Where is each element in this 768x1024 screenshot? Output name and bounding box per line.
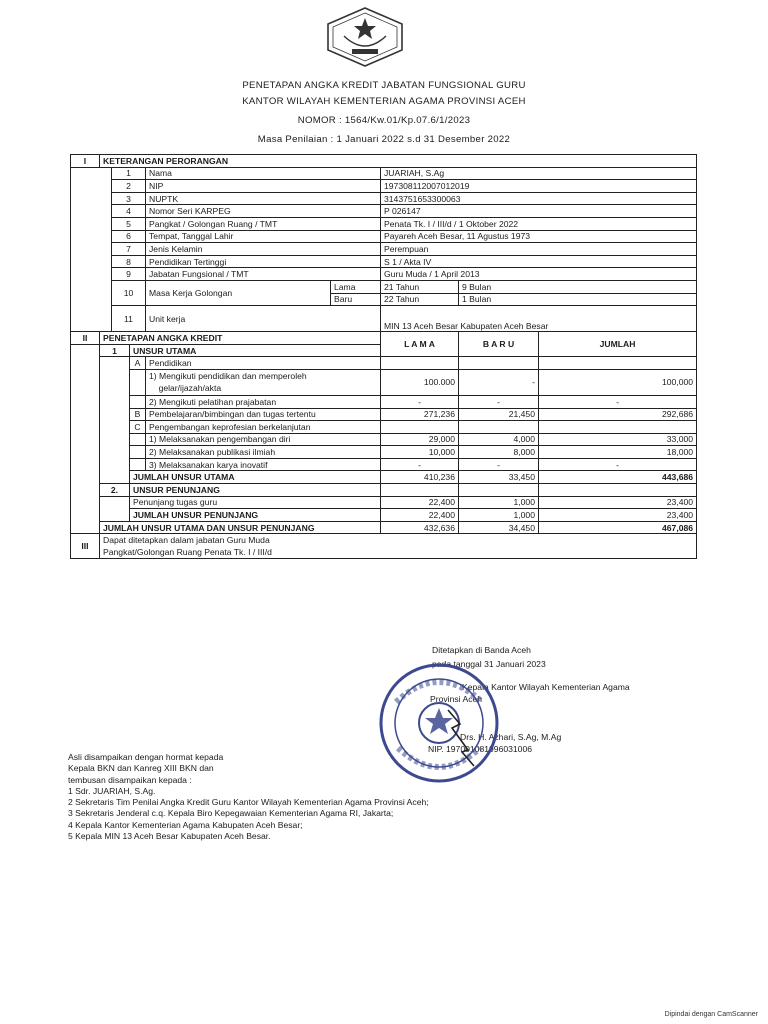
jumlah-penunjang-baru: 1,000: [459, 509, 539, 522]
c1-baru: 4,000: [459, 433, 539, 446]
unit-kerja-row: [71, 306, 697, 332]
row-label: Nama: [146, 167, 381, 180]
jumlah-total-row: [71, 521, 697, 534]
distribution-intro: Asli disampaikan dengan hormat kepada: [68, 752, 224, 762]
section-1-title: KETERANGAN PERORANGAN: [100, 155, 697, 168]
row-label: Pendidikan Tertinggi: [146, 255, 381, 268]
row-number: 4: [112, 205, 146, 218]
c2-lama: 10,000: [381, 446, 459, 459]
row-value: Penata Tk. I / III/d / 1 Oktober 2022: [381, 217, 697, 230]
row-number: 3: [112, 192, 146, 205]
row-number: 2: [112, 180, 146, 193]
row-label: NUPTK: [146, 192, 381, 205]
masa-kerja-row-lama: [71, 280, 697, 293]
personal-row: [71, 192, 697, 205]
row-label: Tempat, Tanggal Lahir: [146, 230, 381, 243]
personal-row: [71, 230, 697, 243]
a2-row: [71, 395, 697, 408]
jumlah-total-baru: 34,450: [459, 521, 539, 534]
c1-lama: 29,000: [381, 433, 459, 446]
letter-c: C: [130, 421, 146, 434]
distribution-intro: Kepala BKN dan Kanreg XIII BKN dan: [68, 763, 214, 774]
distribution-item: 1 Sdr. JUARIAH, S.Ag.: [68, 785, 156, 796]
personal-row: [71, 217, 697, 230]
row-label: NIP: [146, 180, 381, 193]
col-jumlah-header: JUMLAH: [539, 332, 697, 357]
row-value: Perempuan: [381, 243, 697, 256]
b-jumlah: 292,686: [539, 408, 697, 421]
distribution-list: [68, 752, 429, 842]
row-value: Guru Muda / 1 April 2013: [381, 268, 697, 281]
jumlah-penunjang-label: JUMLAH UNSUR PENUNJANG: [130, 509, 381, 522]
row-label: Jabatan Fungsional / TMT: [146, 268, 381, 281]
c-row: [71, 421, 697, 434]
baru-bulan: 1 Bulan: [459, 293, 697, 306]
a2-baru: -: [459, 395, 539, 408]
b-row: [71, 408, 697, 421]
a2-jumlah: -: [539, 395, 697, 408]
c3-label: 3) Melaksanakan karya inovatif: [146, 458, 381, 471]
lama-bulan: 9 Bulan: [459, 280, 697, 293]
row-number: 7: [112, 243, 146, 256]
jumlah-utama-lama: 410,236: [381, 471, 459, 484]
jumlah-utama-row: [71, 471, 697, 484]
signature-province: Provinsi Aceh: [430, 694, 483, 704]
personal-row: [71, 167, 697, 180]
unsur-penunjang-number: 2.: [100, 484, 130, 497]
a2-lama: -: [381, 395, 459, 408]
signature-role: Kepala Kantor Wilayah Kementerian Agama: [462, 682, 630, 692]
baru-tahun: 22 Tahun: [381, 293, 459, 306]
a1-jumlah: 100,000: [539, 369, 697, 395]
masa-kerja-label: Masa Kerja Golongan: [146, 280, 331, 305]
signature-name: Drs. H. Azhari, S.Ag, M.Ag: [460, 732, 562, 742]
penunjang-tugas-label: Penunjang tugas guru: [130, 496, 381, 509]
section-2-number: II: [71, 332, 100, 345]
b-lama: 271,236: [381, 408, 459, 421]
distribution-item: 3 Sekretaris Jenderal c.q. Kepala Biro Kepegawaian Kementerian Agama RI, Jakarta;: [68, 808, 394, 819]
unit-kerja-label: Unit kerja: [146, 306, 381, 332]
row-value: S 1 / Akta IV: [381, 255, 697, 268]
row-value: JUARIAH, S.Ag: [381, 167, 697, 180]
a2-label: 2) Mengikuti pelatihan prajabatan: [146, 395, 381, 408]
row-number: 10: [112, 280, 146, 305]
pendidikan-label: Pendidikan: [146, 357, 381, 370]
credit-score-table: [70, 154, 696, 631]
row-value: P 026147: [381, 205, 697, 218]
penunjang-tugas-row: [71, 496, 697, 509]
a1-label: 1) Mengikuti pendidikan dan memperoleh gelar/ijazah/akta: [146, 369, 381, 395]
row-number: 5: [112, 217, 146, 230]
c3-lama: -: [381, 458, 459, 471]
row-value: 197308112007012019: [381, 180, 697, 193]
unsur-utama-label: UNSUR UTAMA: [130, 344, 381, 357]
ministry-emblem-logo: [322, 6, 408, 68]
c3-baru: -: [459, 458, 539, 471]
personal-row: [71, 180, 697, 193]
section-2-header: [71, 332, 697, 345]
section-1-number: I: [71, 155, 100, 168]
penunjang-tugas-baru: 1,000: [459, 496, 539, 509]
section-3-row: [71, 534, 697, 559]
pendidikan-row: [71, 357, 697, 370]
jumlah-total-jumlah: 467,086: [539, 521, 697, 534]
c2-label: 2) Melaksanakan publikasi ilmiah: [146, 446, 381, 459]
row-number: 6: [112, 230, 146, 243]
signature-date: pada tanggal 31 Januari 2023: [432, 659, 546, 669]
distribution-item: 4 Kepala Kantor Kementerian Agama Kabupaten Aceh Besar;: [68, 819, 303, 830]
c1-row: [71, 433, 697, 446]
personal-row: [71, 268, 697, 281]
c2-row: [71, 446, 697, 459]
lama-label: Lama: [331, 280, 381, 293]
row-label: Jenis Kelamin: [146, 243, 381, 256]
a1-lama: 100.000: [381, 369, 459, 395]
jumlah-penunjang-jumlah: 23,400: [539, 509, 697, 522]
row-number: 9: [112, 268, 146, 281]
b-baru: 21,450: [459, 408, 539, 421]
personal-row: [71, 205, 697, 218]
row-label: Nomor Seri KARPEG: [146, 205, 381, 218]
distribution-intro: tembusan disampaikan kepada :: [68, 774, 192, 785]
personal-row: [71, 255, 697, 268]
row-value: Payareh Aceh Besar, 11 Agustus 1973: [381, 230, 697, 243]
c1-label: 1) Melaksanakan pengembangan diri: [146, 433, 381, 446]
jumlah-penunjang-row: [71, 509, 697, 522]
a1-baru: -: [459, 369, 539, 395]
signature-nip: NIP. 197001081996031006: [428, 744, 533, 754]
assessment-period: Masa Penilaian : 1 Januari 2022 s.d 31 Desember 2022: [257, 134, 511, 145]
c-label: Pengembangan keprofesian berkelanjutan: [146, 421, 381, 434]
section-1-header: [71, 155, 697, 168]
col-lama-header: L A M A: [381, 332, 459, 357]
col-baru-header: B A R U: [459, 332, 539, 357]
penunjang-tugas-jumlah: 23,400: [539, 496, 697, 509]
row-label: Pangkat / Golongan Ruang / TMT: [146, 217, 381, 230]
jumlah-utama-label: JUMLAH UNSUR UTAMA: [130, 471, 381, 484]
c3-jumlah: -: [539, 458, 697, 471]
section-3-number: III: [71, 534, 100, 559]
document-title: PENETAPAN ANGKA KREDIT JABATAN FUNGSIONAL GURU: [242, 80, 526, 91]
jumlah-total-label: JUMLAH UNSUR UTAMA DAN UNSUR PENUNJANG: [100, 521, 381, 534]
personal-row: [71, 243, 697, 256]
c3-row: [71, 458, 697, 471]
section-2-title: PENETAPAN ANGKA KREDIT: [100, 332, 381, 345]
section-3-text: Dapat ditetapkan dalam jabatan Guru Muda Pangkat/Golongan Ruang Penata Tk. I / III/d: [100, 534, 697, 559]
jumlah-penunjang-lama: 22,400: [381, 509, 459, 522]
c1-jumlah: 33,000: [539, 433, 697, 446]
scanner-watermark: Dipindai dengan CamScanner: [664, 1011, 758, 1018]
a1-row: [71, 369, 697, 395]
unsur-utama-number: 1: [100, 344, 130, 357]
distribution-item: 2 Sekretaris Tim Penilai Angka Kredit Guru Kantor Wilayah Kementerian Agama Provinsi Aceh;: [68, 797, 429, 808]
jumlah-utama-jumlah: 443,686: [539, 471, 697, 484]
baru-label: Baru: [331, 293, 381, 306]
b-label: Pembelajaran/bimbingan dan tugas tertentu: [146, 408, 381, 421]
distribution-item: 5 Kepala MIN 13 Aceh Besar Kabupaten Aceh Besar.: [68, 831, 271, 842]
unit-kerja-value: MIN 13 Aceh Besar Kabupaten Aceh Besar: [381, 306, 697, 332]
unsur-penunjang-label: UNSUR PENUNJANG: [130, 484, 381, 497]
document-number: NOMOR : 1564/Kw.01/Kp.07.6/1/2023: [297, 115, 471, 126]
c2-jumlah: 18,000: [539, 446, 697, 459]
letter-b: B: [130, 408, 146, 421]
c2-baru: 8,000: [459, 446, 539, 459]
jumlah-total-lama: 432,636: [381, 521, 459, 534]
office-title: KANTOR WILAYAH KEMENTERIAN AGAMA PROVINSI ACEH: [242, 96, 526, 107]
lama-tahun: 21 Tahun: [381, 280, 459, 293]
row-number: 1: [112, 167, 146, 180]
penunjang-tugas-lama: 22,400: [381, 496, 459, 509]
row-number: 8: [112, 255, 146, 268]
row-value: 3143751653300063: [381, 192, 697, 205]
unsur-penunjang-row: [71, 484, 697, 497]
jumlah-utama-baru: 33,450: [459, 471, 539, 484]
row-number: 11: [112, 306, 146, 332]
letter-a: A: [130, 357, 146, 370]
signature-place: Ditetapkan di Banda Aceh: [432, 645, 531, 655]
